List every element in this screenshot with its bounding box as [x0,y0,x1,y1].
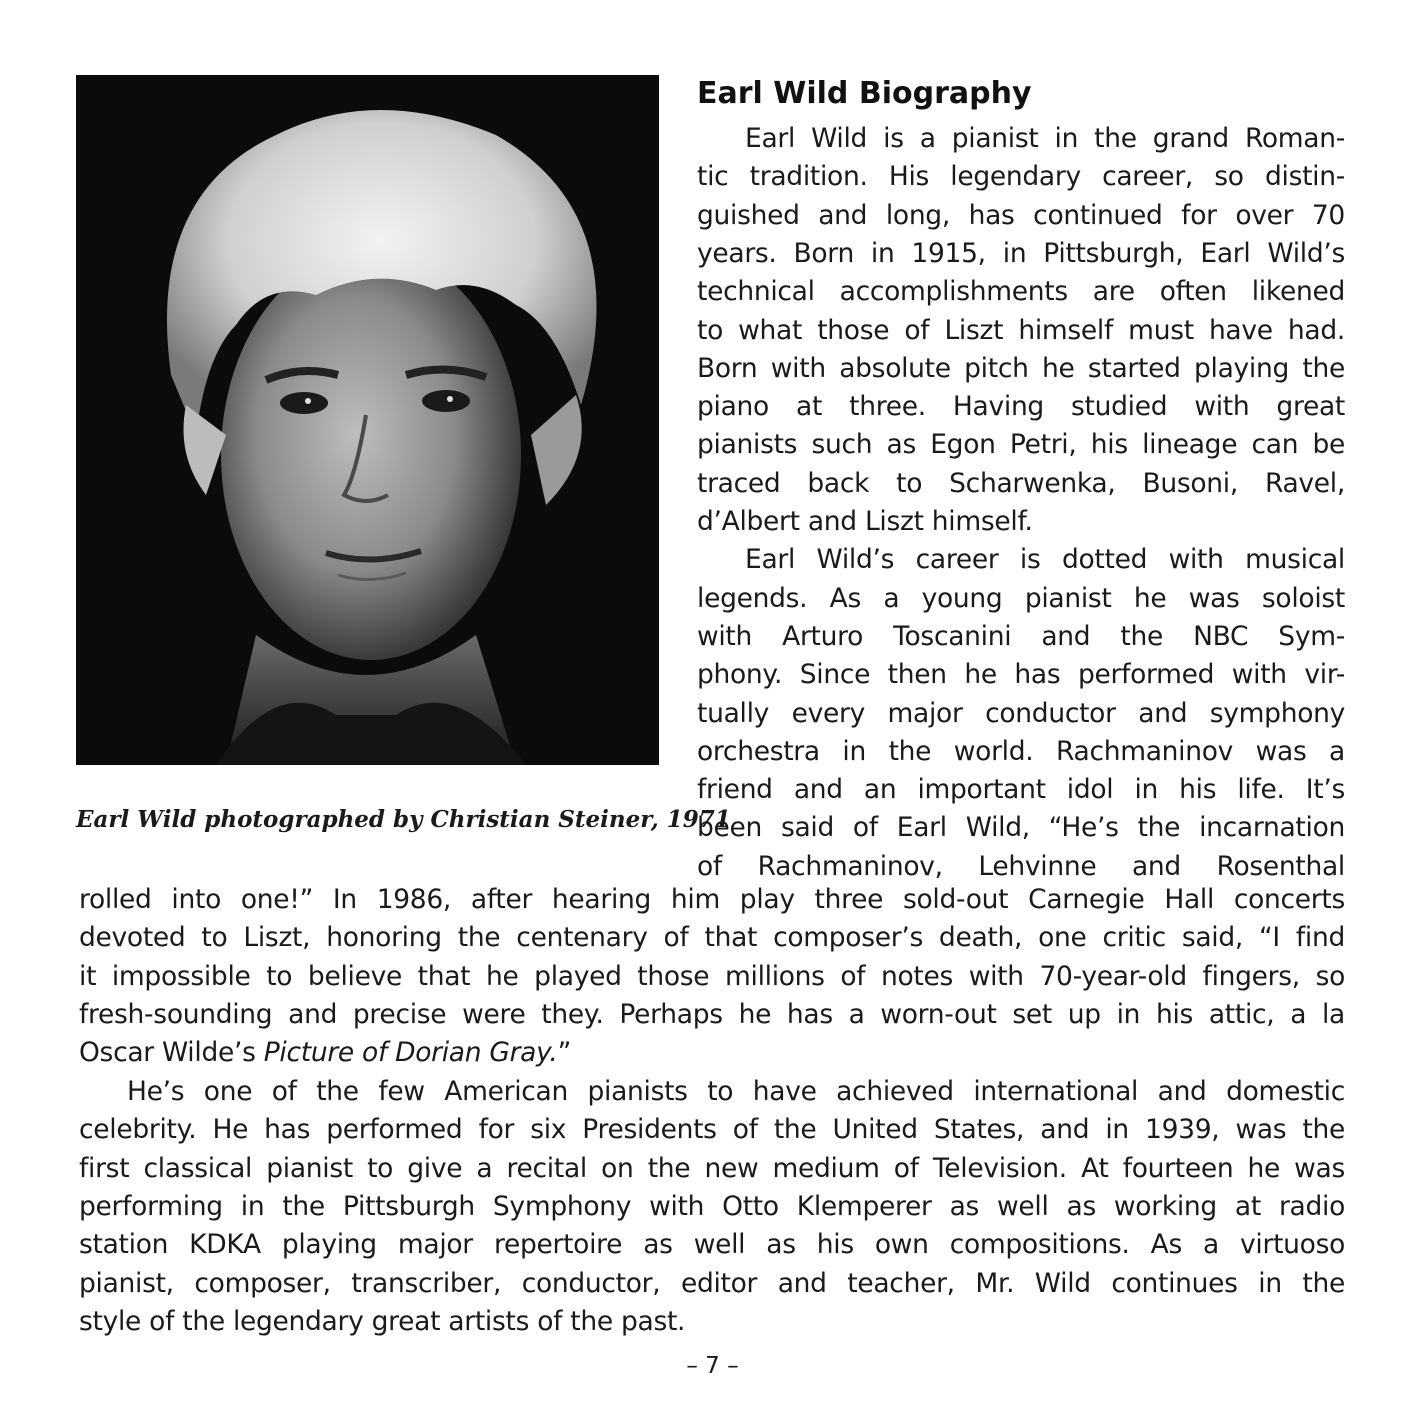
article-line: to what those of Liszt himself must have had. [697,314,1345,346]
photo-caption: Earl Wild photographed by Christian Steiner, 1971 [76,806,731,833]
article-line: station KDKA playing major repertoire as well as his own compositions. As a virtuoso [79,1229,1345,1261]
article-line: phony. Since then he has performed with vir- [697,659,1345,691]
article-line: been said of Earl Wild, “He’s the incarnation [697,812,1345,844]
book-title: Picture of Dorian Gray. [263,1037,558,1068]
article-line: with Arturo Toscanini and the NBC Sym- [697,620,1345,652]
article-line: orchestra in the world. Rachmaninov was a [697,735,1345,767]
article-line: Earl Wild’s career is dotted with musical [745,544,1345,576]
article-line: tic tradition. His legendary career, so distin- [697,161,1345,193]
article-line: piano at three. Having studied with great [697,391,1345,423]
article-line: tually every major conductor and symphony [697,697,1345,729]
article-line: Oscar Wilde’s Picture of Dorian Gray.” [79,1037,571,1068]
article-line: friend and an important idol in his life. It’s [697,774,1345,806]
page-number: – 7 – [686,1353,739,1379]
article-line: fresh-sounding and precise were they. Perhaps he has a worn-out set up in his attic, a la [79,998,1345,1030]
portrait-photo [76,75,659,765]
article-line: style of the legendary great artists of the past. [79,1305,686,1337]
article-line: technical accomplishments are often likened [697,276,1345,308]
article-line: traced back to Scharwenka, Busoni, Ravel, [697,467,1345,499]
article-line: years. Born in 1915, in Pittsburgh, Earl Wild’s [697,237,1345,269]
portrait-photo-icon [76,75,659,765]
article-line: of Rachmaninov, Lehvinne and Rosenthal [697,850,1345,882]
article-line: performing in the Pittsburgh Symphony with Otto Klemperer as well as working at radio [79,1190,1345,1222]
article-line: Earl Wild is a pianist in the grand Roman- [745,123,1345,154]
article-line: legends. As a young pianist he was soloist [697,582,1345,614]
article-line: Born with absolute pitch he started playing the [697,352,1345,384]
article-line: pianist, composer, transcriber, conductor, editor and teacher, Mr. Wild continues in the [79,1267,1345,1299]
article-line: pianists such as Egon Petri, his lineage can be [697,429,1345,461]
article-line: devoted to Liszt, honoring the centenary of that composer’s death, one critic said, “I find [79,922,1345,954]
article-line: rolled into one!” In 1986, after hearing him play three sold-out Carnegie Hall concerts [79,884,1345,915]
article-line: He’s one of the few American pianists to have achieved international and domestic [127,1076,1345,1107]
article-line: guished and long, has continued for over 70 [697,199,1345,231]
article-line: celebrity. He has performed for six Presidents of the United States, and in 1939, was the [79,1114,1345,1146]
article-line: it impossible to believe that he played those millions of notes with 70-year-old fingers, so [79,960,1345,992]
article-line: d’Albert and Liszt himself. [697,506,1033,537]
page-title: Earl Wild Biography [697,76,1032,111]
article-line: first classical pianist to give a recital on the new medium of Television. At fourteen he was [79,1152,1345,1184]
